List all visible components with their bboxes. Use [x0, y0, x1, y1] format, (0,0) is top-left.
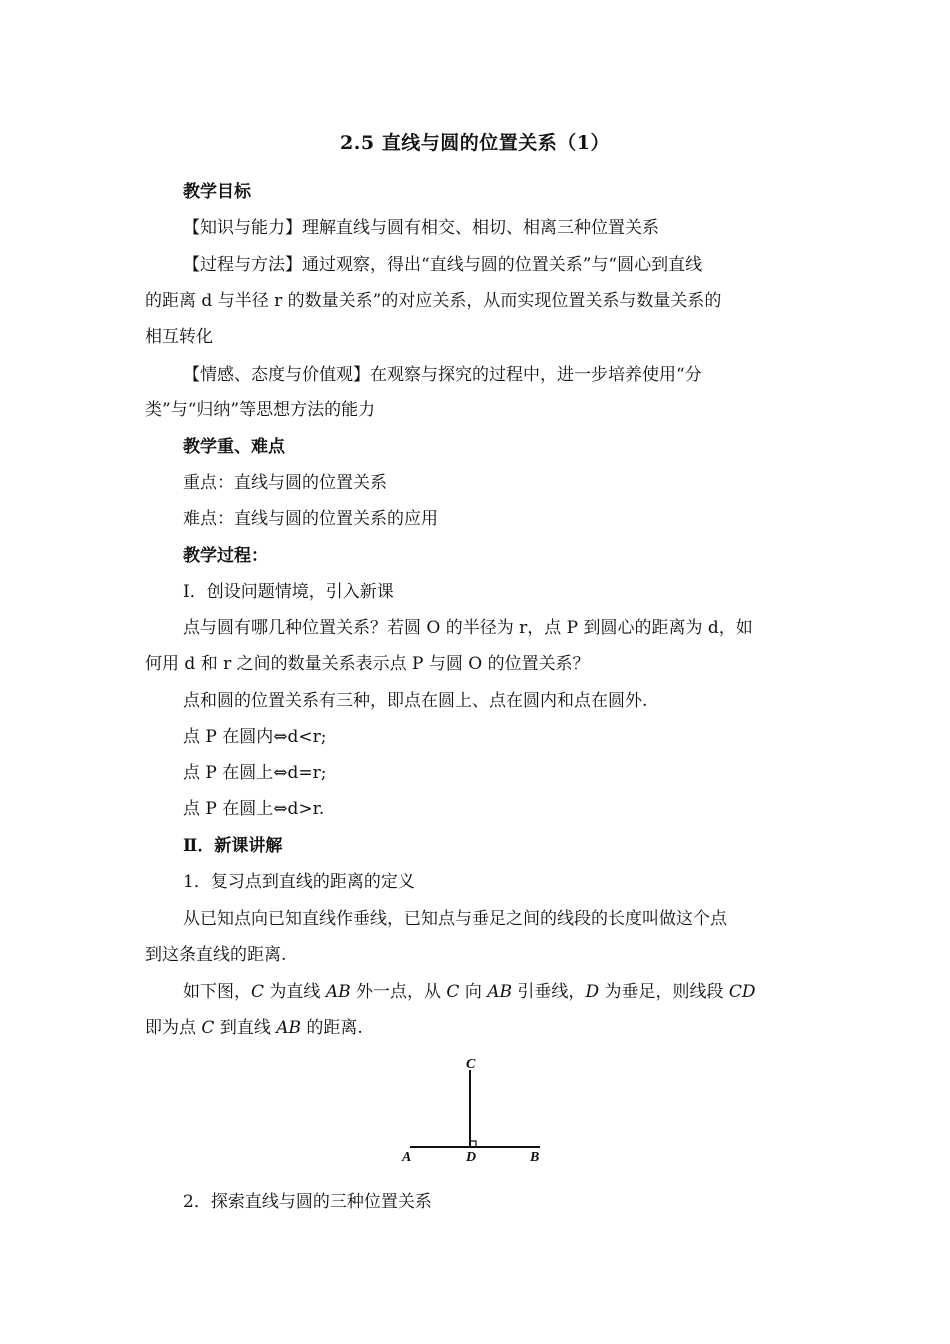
text-segment: 如下图， [183, 982, 251, 1002]
figure-description-line-1 [183, 980, 756, 1004]
text-segment: 到直线 [214, 1018, 277, 1038]
point-d: D [585, 982, 600, 1002]
section-2-heading: Ⅱ．新课讲解 [183, 836, 283, 856]
difficult-point: 难点：直线与圆的位置关系的应用 [183, 509, 438, 529]
segment-cd: CD [728, 982, 756, 1002]
relation-on: 点 P 在圆上⇔d=r; [183, 763, 327, 783]
key-heading: 教学重、难点 [183, 437, 285, 457]
relation-inside: 点 P 在圆内⇔d<r; [183, 727, 327, 747]
line-ab: AB [276, 1018, 302, 1038]
line-ab: AB [325, 982, 351, 1002]
section-1-heading: Ⅰ．创设问题情境，引入新课 [183, 582, 394, 602]
process-heading: 教学过程： [183, 546, 268, 566]
relation-outside: 点 P 在圆上⇔d>r. [183, 799, 325, 819]
definition-line-1: 从已知点向已知直线作垂线，已知点与垂足之间的线段的长度叫做这个点 [183, 909, 727, 929]
item-2-heading: 2．探索直线与圆的三种位置关系 [183, 1192, 432, 1212]
goal-emotion-line-2: 类”与“归纳”等思想方法的能力 [145, 400, 376, 420]
answer-line: 点和圆的位置关系有三种，即点在圆上、点在圆内和点在圆外. [183, 691, 648, 711]
goal-process-line-2: 的距离 d 与半径 r 的数量关系”的对应关系，从而实现位置关系与数量关系的 [145, 291, 722, 311]
line-ab: AB [487, 982, 513, 1002]
point-c: C [201, 1018, 215, 1038]
text-segment: 为直线 [264, 982, 326, 1002]
item-1-heading: 1．复习点到直线的距离的定义 [183, 872, 415, 892]
goals-heading: 教学目标 [183, 182, 251, 202]
goal-process-line-1: 【过程与方法】通过观察，得出“直线与圆的位置关系”与“圆心到直线 [183, 255, 703, 275]
text-segment: 外一点，从 [350, 982, 447, 1002]
goal-emotion-line-1: 【情感、态度与价值观】在观察与探究的过程中，进一步培养使用“分 [183, 365, 702, 385]
text-segment: 为垂足，则线段 [599, 982, 729, 1002]
text-segment: 引垂线， [512, 982, 586, 1002]
point-c: C [251, 982, 265, 1002]
definition-line-2: 到这条直线的距离. [145, 945, 287, 965]
text-segment: 向 [459, 982, 488, 1002]
key-point: 重点：直线与圆的位置关系 [183, 473, 387, 493]
label-b: B [530, 1150, 540, 1165]
goal-knowledge: 【知识与能力】理解直线与圆有相交、相切、相离三种位置关系 [183, 218, 659, 238]
point-c: C [446, 982, 460, 1002]
perpendicular-figure [390, 1050, 560, 1170]
label-a: A [402, 1150, 412, 1165]
question-line-1: 点与圆有哪几种位置关系？若圆 O 的半径为 r，点 P 到圆心的距离为 d，如 [183, 618, 753, 638]
page-title: 2.5 直线与圆的位置关系（1） [340, 132, 610, 154]
figure-description-line-2 [145, 1016, 363, 1040]
text-segment: 即为点 [145, 1018, 202, 1038]
text-segment: 的距离. [301, 1018, 363, 1038]
goal-process-line-3: 相互转化 [145, 327, 213, 347]
question-line-2: 何用 d 和 r 之间的数量关系表示点 P 与圆 O 的位置关系？ [145, 654, 590, 674]
label-c: C [466, 1057, 476, 1072]
label-d: D [466, 1150, 477, 1165]
